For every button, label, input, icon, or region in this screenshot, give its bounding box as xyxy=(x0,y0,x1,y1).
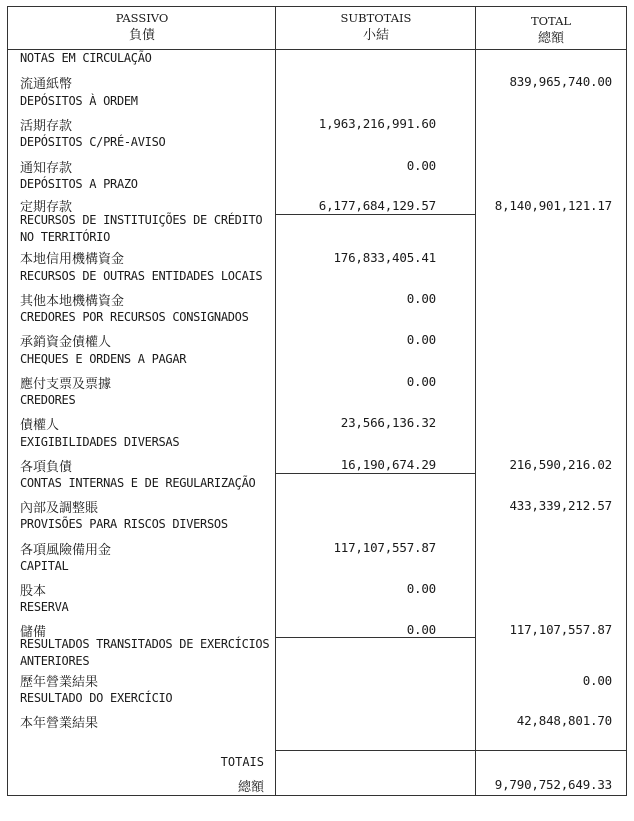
row-label-cn: 本地信用機構資金 xyxy=(20,252,125,267)
row-label-pt: DEPÓSITOS À ORDEM xyxy=(20,94,138,108)
row-label-cn: 活期存款 xyxy=(20,119,73,134)
row-label-cn: 其他本地機構資金 xyxy=(20,294,125,309)
row-label-pt: RESERVA xyxy=(20,600,69,614)
table-header xyxy=(8,7,626,50)
row-label-pt: CAPITAL xyxy=(20,559,69,573)
row-label-pt: EXIGIBILIDADES DIVERSAS xyxy=(20,435,180,449)
row-subtotal: 0.00 xyxy=(406,581,436,596)
row-total: 0.00 xyxy=(582,673,612,688)
row-total: 42,848,801.70 xyxy=(516,713,612,728)
totals-label: TOTAIS xyxy=(220,755,264,769)
row-total: 8,140,901,121.17 xyxy=(494,198,612,213)
row-label-cn: 定期存款 xyxy=(20,200,73,215)
header-total-pt: TOTAL xyxy=(530,14,572,28)
row-total: 839,965,740.00 xyxy=(509,74,612,89)
row-label-pt: CONTAS INTERNAS E DE REGULARIZAÇÃO xyxy=(20,476,256,490)
row-label-cn: 儲備 xyxy=(20,625,47,640)
row-label-cn: 股本 xyxy=(20,584,47,599)
grand-total: 9,790,752,649.33 xyxy=(494,777,612,792)
row-subtotal: 0.00 xyxy=(406,291,436,306)
subtotal-underline xyxy=(276,214,476,215)
row-subtotal: 6,177,684,129.57 xyxy=(318,198,436,213)
header-subtotais-pt: SUBTOTAIS xyxy=(340,11,412,25)
row-label-pt-cont: NO TERRITÓRIO xyxy=(20,230,111,244)
row-label-pt: RECURSOS DE OUTRAS ENTIDADES LOCAIS xyxy=(20,269,263,283)
row-label-pt: RECURSOS DE INSTITUIÇÕES DE CRÉDITO xyxy=(20,213,263,227)
row-label-pt: PROVISÕES PARA RISCOS DIVERSOS xyxy=(20,517,228,531)
totals-divider xyxy=(276,750,626,751)
balance-sheet-table xyxy=(7,6,627,796)
row-subtotal: 0.00 xyxy=(406,158,436,173)
subtotal-underline xyxy=(276,473,476,474)
row-subtotal: 23,566,136.32 xyxy=(340,415,436,430)
row-total: 433,339,212.57 xyxy=(509,498,612,513)
row-label-cn: 歷年營業結果 xyxy=(20,675,99,690)
column-divider-2 xyxy=(475,7,476,795)
header-passivo-pt: PASSIVO xyxy=(115,11,169,25)
row-total: 117,107,557.87 xyxy=(509,622,612,637)
row-label-cn: 流通紙幣 xyxy=(20,77,73,92)
row-label-cn: 內部及調整賬 xyxy=(20,501,99,516)
row-label-cn: 各項風險備用金 xyxy=(20,543,112,558)
header-passivo-cn: 負債 xyxy=(128,28,155,43)
subtotal-underline xyxy=(276,637,476,638)
row-label-cn: 本年營業結果 xyxy=(20,716,99,731)
row-label-cn: 債權人 xyxy=(20,418,60,433)
totals-label-cn: 總額 xyxy=(237,780,264,795)
row-label-pt-cont: ANTERIORES xyxy=(20,654,90,668)
row-label-cn: 承銷資金債權人 xyxy=(20,335,112,350)
row-label-cn: 應付支票及票據 xyxy=(20,377,112,392)
row-subtotal: 0.00 xyxy=(406,332,436,347)
row-label-pt: CHEQUES E ORDENS A PAGAR xyxy=(20,352,187,366)
row-label-pt: DEPÓSITOS A PRAZO xyxy=(20,177,138,191)
header-total xyxy=(476,7,626,49)
header-subtotais-cn: 小結 xyxy=(362,28,389,43)
row-total: 216,590,216.02 xyxy=(509,457,612,472)
row-subtotal: 117,107,557.87 xyxy=(333,540,436,555)
row-subtotal: 176,833,405.41 xyxy=(333,250,436,265)
header-total-cn: 總額 xyxy=(537,31,564,46)
row-subtotal: 0.00 xyxy=(406,374,436,389)
row-label-pt: CREDORES POR RECURSOS CONSIGNADOS xyxy=(20,310,249,324)
row-label-pt: DEPÓSITOS C/PRÉ-AVISO xyxy=(20,135,166,149)
header-passivo xyxy=(8,7,276,49)
row-subtotal: 16,190,674.29 xyxy=(340,457,436,472)
header-subtotais xyxy=(276,7,476,49)
row-subtotal: 1,963,216,991.60 xyxy=(318,116,436,131)
row-label-pt: RESULTADOS TRANSITADOS DE EXERCÍCIOS xyxy=(20,637,270,651)
row-label-pt: RESULTADO DO EXERCÍCIO xyxy=(20,691,173,705)
row-label-pt: NOTAS EM CIRCULAÇÃO xyxy=(20,51,152,65)
row-label-cn: 通知存款 xyxy=(20,161,73,176)
row-subtotal: 0.00 xyxy=(406,622,436,637)
row-label-pt: CREDORES xyxy=(20,393,76,407)
row-label-cn: 各項負債 xyxy=(20,460,73,475)
